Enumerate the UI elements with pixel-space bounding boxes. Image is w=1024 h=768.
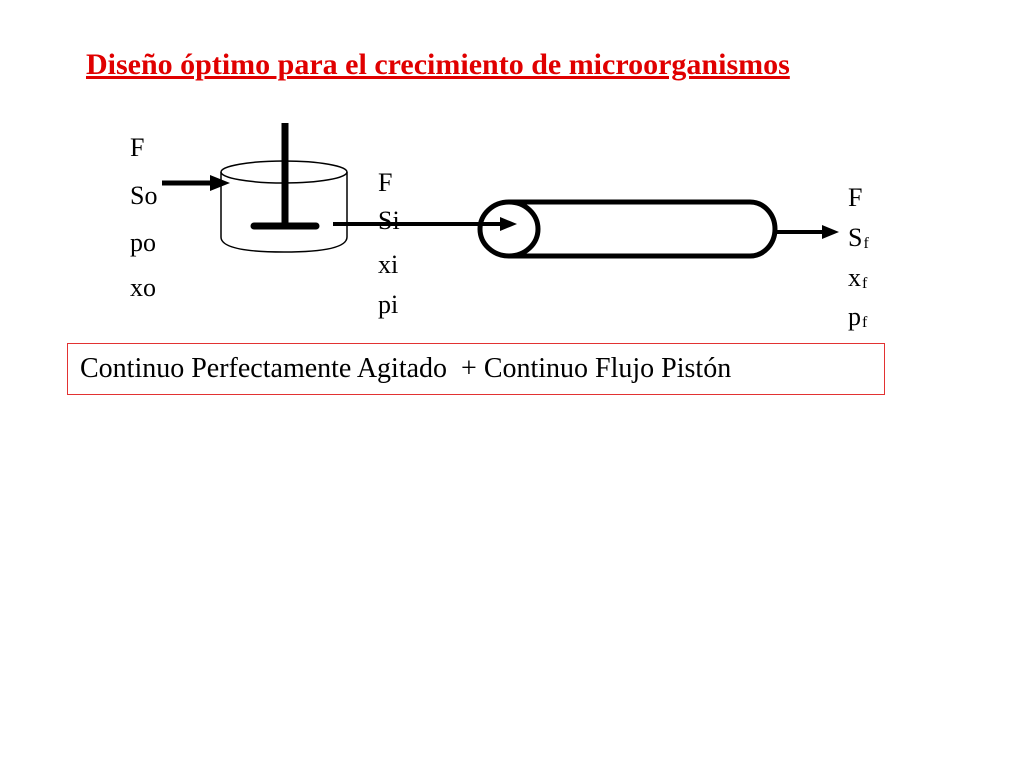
inlet-substrate-label: So	[130, 181, 158, 210]
intermediate-substrate-label: Si	[378, 206, 400, 235]
agitator-icon	[254, 123, 316, 226]
outlet-product-label: pf	[848, 302, 868, 331]
inlet-flow-label: F	[130, 133, 145, 162]
intermediate-arrow	[333, 217, 517, 231]
intermediate-flow-label: F	[378, 168, 393, 197]
outlet-substrate-label: Sf	[848, 223, 869, 252]
outlet-biomass-label: xf	[848, 263, 868, 292]
inlet-biomass-label: xo	[130, 273, 156, 302]
outlet-arrow	[776, 225, 839, 239]
outlet-flow-label: F	[848, 183, 863, 212]
pfr-tube	[480, 202, 775, 256]
diagram-title: Diseño óptimo para el crecimiento de microorganismos	[86, 48, 790, 81]
intermediate-biomass-label: xi	[378, 250, 399, 279]
inlet-arrow	[162, 175, 230, 191]
caption-box: Continuo Perfectamente Agitado + Continuo Flujo Pistón	[67, 343, 885, 395]
intermediate-product-label: pi	[378, 290, 399, 319]
inlet-product-label: po	[130, 228, 156, 257]
